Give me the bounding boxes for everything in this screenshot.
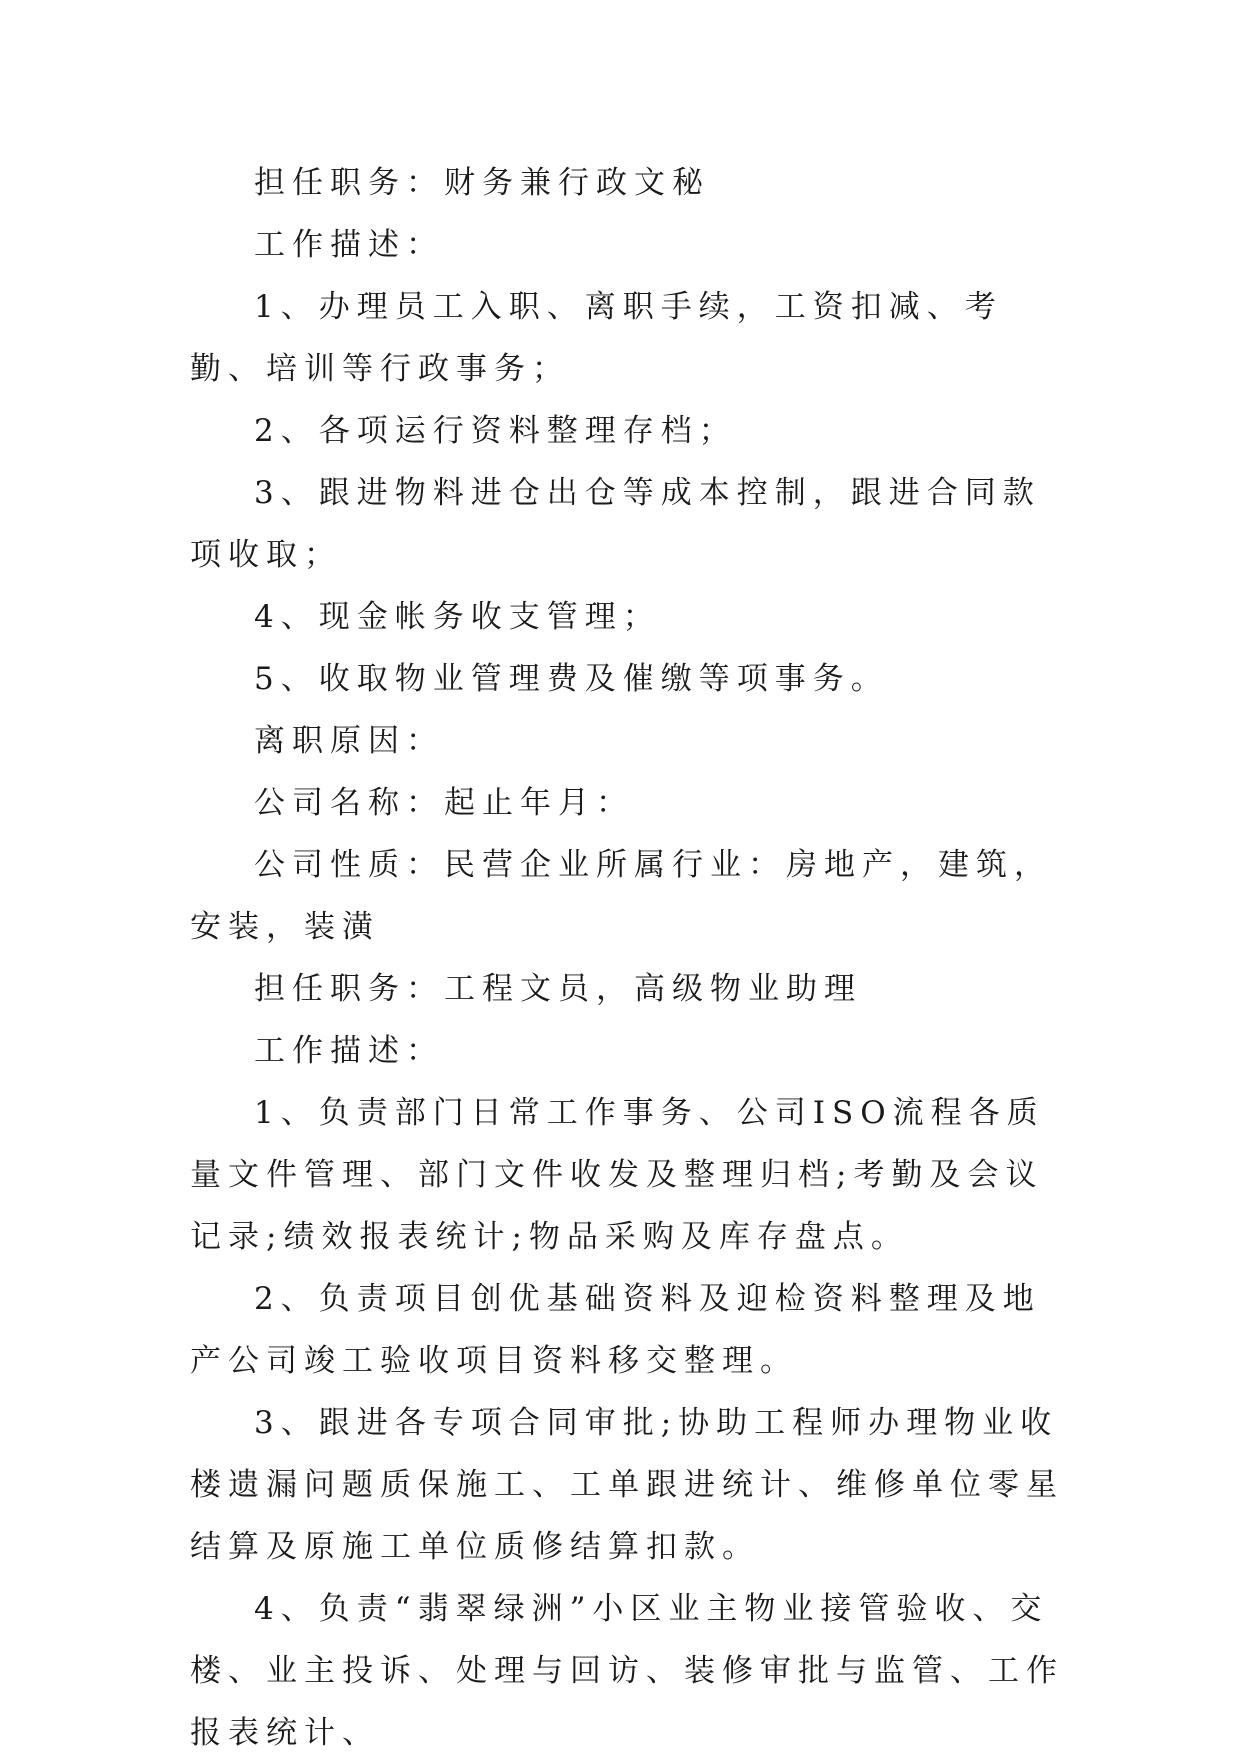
paragraph-company-type: 公司性质：民营企业所属行业：房地产，建筑，安装，装潢 [190,847,1052,945]
paragraph-duty-2-3: 3、跟进各专项合同审批;协助工程师办理物业收楼遗漏问题质保施工、工单跟进统计、维修单位零星结算及原施工单位质修结算扣款。 [190,1405,1064,1565]
paragraph-duty-1: 1、办理员工入职、离职手续，工资扣减、考勤、培训等行政事务； [190,289,1003,387]
paragraph-duty-3: 3、跟进物料进仓出仓等成本控制，跟进合同款项收取； [190,475,1041,573]
paragraph-duty-2-1: 1、负责部门日常工作事务、公司ISO流程各质量文件管理、部门文件收发及整理归档;考勤及会议记录;绩效报表统计;物品采购及库存盘点。 [190,1095,1045,1255]
paragraph-duty-2-2: 2、负责项目创优基础资料及迎检资料整理及地产公司竣工验收项目资料移交整理。 [190,1281,1041,1379]
paragraph-duty-2-4: 4、负责“翡翠绿洲”小区业主物业接管验收、交楼、业主投诉、处理与回访、装修审批与监管、工作报表统计、 [190,1591,1064,1751]
paragraph-position-2: 担任职务：工程文员，高级物业助理 [254,971,862,1007]
paragraph-work-description-heading-2: 工作描述： [254,1033,444,1069]
paragraph-position: 担任职务：财务兼行政文秘 [254,165,710,201]
paragraph-leaving-reason: 离职原因： [254,723,444,759]
paragraph-duty-5: 5、收取物业管理费及催缴等项事务。 [254,661,889,697]
paragraph-work-description-heading: 工作描述： [254,227,444,263]
paragraph-company-name: 公司名称：起止年月： [254,785,634,821]
document-page [190,152,1070,1764]
paragraph-duty-4: 4、现金帐务收支管理； [254,599,661,635]
paragraph-duty-2: 2、各项运行资料整理存档； [254,413,737,449]
